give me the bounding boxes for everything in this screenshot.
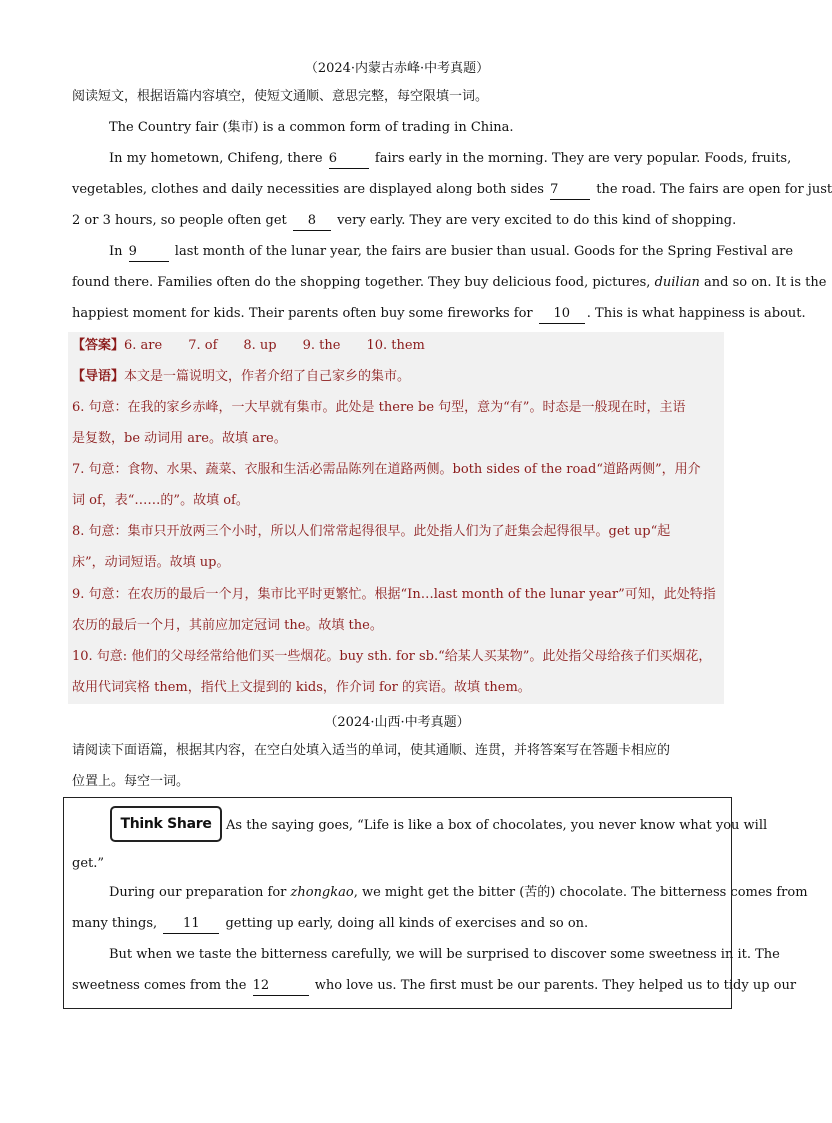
passage2-line2: get.”	[72, 856, 105, 871]
passage2-line3: During our preparation for zhongkao, we might get the bitter (苦的) chocolate. The bitterness comes from	[109, 885, 808, 900]
explain-10a: 10. 句意: 他们的父母经常给他们买一些烟花。buy sth. for sb.“给某人买某物”。此处指父母给孩子们买烟花，	[72, 649, 712, 664]
blank-8[interactable]: 8	[293, 212, 331, 231]
passage1-line1: In my hometown, Chifeng, there 6 fairs early in the morning. They are very popular. Foods, fruits,	[109, 150, 724, 169]
explain-6a: 6. 句意：在我的家乡赤峰，一大早就有集市。此处是 there be 句型，意为“有”。时态是一般现在时，主语	[72, 400, 686, 415]
explain-10b: 故用代词宾格 them，指代上文提到的 kids，作介词 for 的宾语。故填 them。	[72, 680, 531, 695]
blank-10[interactable]: 10	[539, 305, 585, 324]
passage2-line5: But when we taste the bitterness carefully, we will be surprised to discover some sweetness in it. The	[109, 947, 780, 962]
passage2-line1: As the saying goes, “Life is like a box of chocolates, you never know what you will	[226, 818, 768, 833]
passage1-line2: vegetables, clothes and daily necessities are displayed along both sides 7 the road. The fairs are open for just	[72, 181, 724, 200]
passage1-line5: found there. Families often do the shopping together. They buy delicious food, pictures, duilian and so on. It is the	[72, 275, 827, 290]
instruction-1: 阅读短文，根据语篇内容填空，使短文通顺、意思完整，每空限填一词。	[72, 89, 489, 104]
source-heading-1: （2024·内蒙古赤峰·中考真题）	[304, 61, 490, 76]
guide-line: 【导语】本文是一篇说明文，作者介绍了自己家乡的集市。	[72, 369, 411, 384]
explain-8a: 8. 句意：集市只开放两三个小时，所以人们常常起得很早。此处指人们为了赶集会起得很早。get up“起	[72, 524, 671, 539]
blank-7[interactable]: 7	[550, 181, 590, 200]
blank-12[interactable]: 12	[253, 977, 309, 996]
passage2-line4: many things, 11 getting up early, doing all kinds of exercises and so on.	[72, 915, 724, 934]
think-share-logo: Think Share	[110, 806, 222, 842]
passage1-para1: The Country fair (集市) is a common form of trading in China.	[109, 120, 514, 135]
passage1-line3: 2 or 3 hours, so people often get 8 very early. They are very excited to do this kind of shopping.	[72, 212, 724, 231]
passage2-line6: sweetness comes from the 12 who love us. The first must be our parents. They helped us to tidy up our	[72, 977, 720, 996]
explain-9b: 农历的最后一个月，其前应加定冠词 the。故填 the。	[72, 618, 383, 633]
instruction-2a: 请阅读下面语篇，根据其内容，在空白处填入适当的单词，使其通顺、连贯，并将答案写在答题卡相应的	[72, 743, 671, 758]
explain-7a: 7. 句意：食物、水果、蔬菜、衣服和生活必需品陈列在道路两侧。both sides of the road“道路两侧”，用介	[72, 462, 701, 477]
source-heading-2: （2024·山西·中考真题）	[324, 715, 470, 730]
passage1-line4: In 9 last month of the lunar year, the fairs are busier than usual. Goods for the Spring Festival are	[109, 243, 724, 262]
explain-9a: 9. 句意：在农历的最后一个月，集市比平时更繁忙。根据“In…last month of the lunar year”可知，此处特指	[72, 587, 716, 602]
passage1-line6: happiest moment for kids. Their parents often buy some fireworks for 10 . This is what happiness is about.	[72, 305, 724, 324]
instruction-2b: 位置上。每空一词。	[72, 774, 190, 789]
blank-11[interactable]: 11	[163, 915, 219, 934]
explain-6b: 是复数，be 动词用 are。故填 are。	[72, 431, 287, 446]
blank-6[interactable]: 6	[329, 150, 369, 169]
answer-line: 【答案】6. are 7. of 8. up 9. the 10. them	[72, 338, 425, 353]
explain-8b: 床”，动词短语。故填 up。	[72, 555, 230, 570]
blank-9[interactable]: 9	[129, 243, 169, 262]
explain-7b: 词 of，表“……的”。故填 of。	[72, 493, 249, 508]
